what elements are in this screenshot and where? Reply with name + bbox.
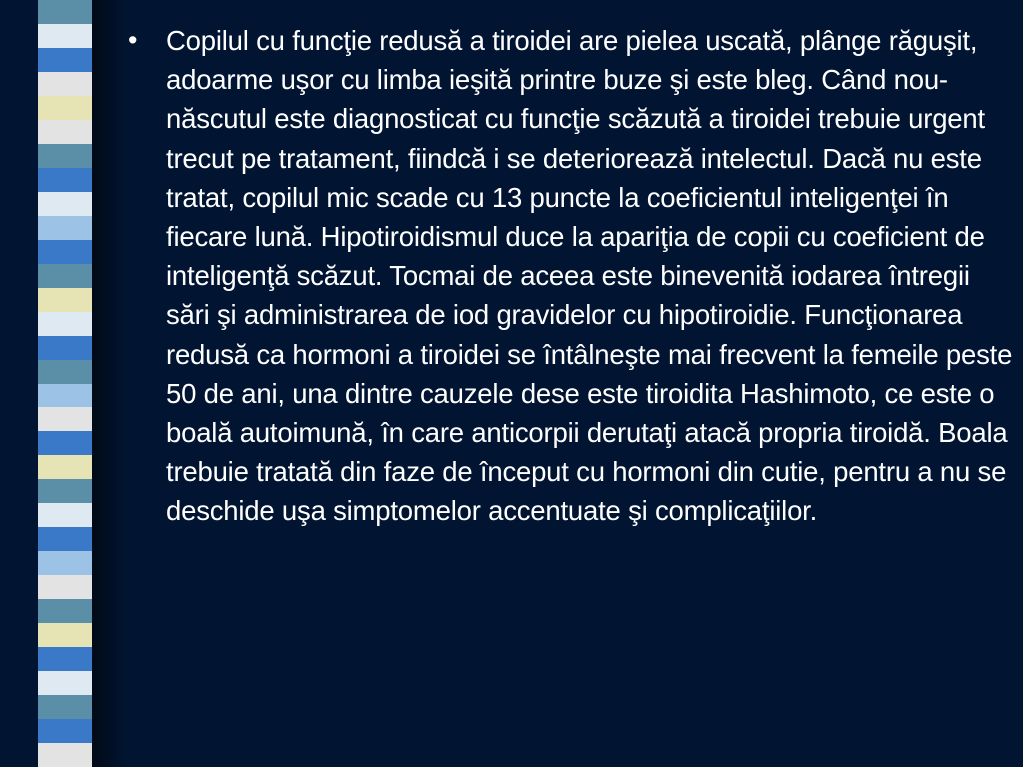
stripe-cell — [38, 312, 92, 336]
stripe-cell — [38, 407, 92, 431]
stripe-cell — [38, 288, 92, 312]
stripe-cell — [38, 623, 92, 647]
stripe-cell — [38, 431, 92, 455]
stripe-cell — [38, 192, 92, 216]
stripe-cell — [38, 455, 92, 479]
stripe-cell — [38, 48, 92, 72]
bullet-text: Copilul cu funcţie redusă a tiroidei are pielea uscată, plânge răguşit, adoarme uşor cu limba ieşită printre buze şi este bleg. Când nou-născutul este diagnosticat cu funcţie scăzută a tiroidei trebuie urgent trecut pe tratament, fiindcă i se deteriorează intelectul. Dacă nu este tratat, copilul mic scade cu 13 puncte la coeficientul inteligenţei în fiecare lună. Hipotiroidismul duce la apariţia de copii cu coeficient de inteligenţă scăzut. Tocmai de aceea este binevenită iodarea întregii sări şi administrarea de iod gravidelor cu hipotiroidie. Funcţionarea redusă ca hormoni a tiroidei se întâlneşte mai frecvent la femeile peste 50 de ani, una dintre cauzele dese este tiroidita Hashimoto, ce este o boală autoimună, în care anticorpii derutaţi atacă propria tiroidă. Boala trebuie tratată din faze de început cu hormoni din cutie, pentru a nu se deschide uşa simptomelor accentuate şi complicaţiilor. — [166, 25, 1013, 527]
decorative-stripe — [38, 0, 92, 767]
stripe-cell — [38, 503, 92, 527]
stripe-cell — [38, 527, 92, 551]
stripe-cell — [38, 240, 92, 264]
stripe-cell — [38, 0, 92, 24]
slide-content — [124, 21, 1014, 531]
bullet-item — [124, 21, 1014, 531]
stripe-cell — [38, 599, 92, 623]
stripe-cell — [38, 647, 92, 671]
stripe-cell — [38, 743, 92, 767]
stripe-cell — [38, 719, 92, 743]
stripe-cell — [38, 24, 92, 48]
stripe-shadow — [92, 0, 128, 767]
stripe-cell — [38, 551, 92, 575]
stripe-cell — [38, 360, 92, 384]
bullet-marker: • — [128, 25, 138, 55]
stripe-cell — [38, 336, 92, 360]
stripe-cell — [38, 695, 92, 719]
stripe-cell — [38, 120, 92, 144]
stripe-cell — [38, 575, 92, 599]
stripe-cell — [38, 671, 92, 695]
stripe-cell — [38, 384, 92, 408]
stripe-cell — [38, 168, 92, 192]
stripe-cell — [38, 96, 92, 120]
stripe-cell — [38, 72, 92, 96]
stripe-cell — [38, 144, 92, 168]
stripe-cell — [38, 264, 92, 288]
left-edge — [0, 0, 38, 767]
stripe-cell — [38, 216, 92, 240]
stripe-cell — [38, 479, 92, 503]
